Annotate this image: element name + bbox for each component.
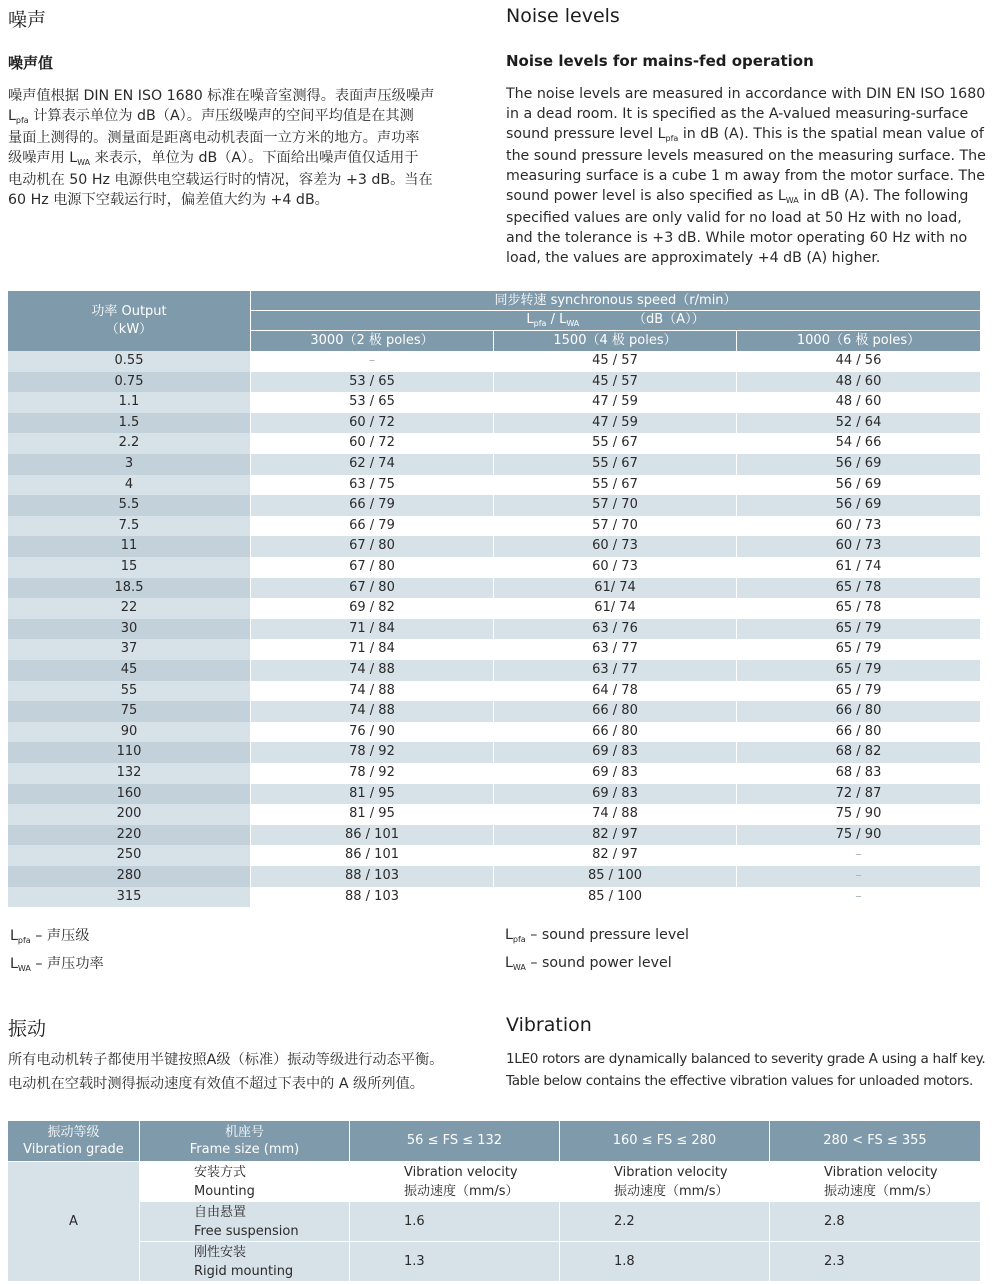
noise-zh-line: [8, 148, 498, 170]
noise-value-cell: 55 / 67: [494, 433, 737, 454]
noise-value-cell: 71 / 84: [251, 619, 494, 640]
noise-value-cell: 66 / 80: [835, 723, 882, 739]
table-row: [8, 557, 980, 578]
table-row: [8, 598, 980, 619]
noise-value-cell: 78 / 92: [251, 742, 494, 763]
noise-value-cell: 60 / 73: [494, 536, 737, 557]
noise-value-cell: 75 / 90: [835, 806, 882, 822]
noise-value-cell: 56 / 69: [835, 476, 882, 492]
noise-zh-line: [8, 106, 498, 128]
noise-value-cell: 74 / 88: [251, 681, 494, 702]
output-cell: 37: [8, 639, 251, 660]
vib-row-label: [140, 1161, 350, 1201]
legend-zh-line-pre: L: [10, 956, 18, 972]
vib-value-cell: 1.6: [350, 1201, 560, 1241]
vibration-en-line: 1LE0 rotors are dynamically balanced to severity grade A using a half key.: [506, 1051, 986, 1067]
vib-value-line: Vibration velocity: [404, 1165, 518, 1180]
noise-value-cell: 65 / 79: [835, 641, 882, 657]
noise-value-cell: 71 / 84: [251, 639, 494, 660]
legend-en-line-pre: L: [505, 927, 513, 943]
vib-value-cell: 2.3: [770, 1241, 980, 1281]
noise-value-cell: –: [855, 868, 862, 883]
noise-subtitle-en: Noise levels for mains-fed operation: [506, 52, 814, 70]
noise-value-cell: 53 / 65: [251, 372, 494, 393]
noise-subtitle-zh: 噪声值: [8, 54, 54, 72]
noise-head-col-2pole: 3000（2 极 poles）: [251, 331, 494, 351]
noise-head-level-l: L: [526, 312, 534, 327]
output-cell: 30: [8, 619, 251, 640]
table-row: [8, 763, 980, 784]
table-row: [8, 372, 980, 393]
vib-value-line: Vibration velocity: [824, 1165, 938, 1180]
noise-value-cell: 76 / 90: [251, 722, 494, 743]
noise-head-col-6pole: 1000（6 极 poles）: [737, 331, 980, 351]
vib-head-frame: [140, 1121, 350, 1161]
noise-value-cell: 54 / 66: [835, 435, 882, 451]
noise-zh-line-post: 计算表示单位为 dB（A）。声压级噪声的空间平均值是在其测: [28, 108, 414, 124]
noise-value-cell: 74 / 88: [494, 804, 737, 825]
noise-value-cell: 45 / 57: [494, 351, 737, 372]
output-cell: 280: [8, 866, 251, 887]
noise-en-line: and the tolerance is +3 dB. While motor operating 60 Hz with no: [506, 230, 968, 246]
vib-value-line: 振动速度（mm/s）: [824, 1184, 939, 1199]
legend-en-line-sub: WA: [512, 963, 526, 972]
noise-paragraph-zh: [8, 86, 498, 210]
noise-value-cell: 45 / 57: [494, 372, 737, 393]
noise-en-line: The noise levels are measured in accordance with DIN EN ISO 1680: [506, 86, 986, 102]
noise-value-cell: 65 / 79: [835, 662, 882, 677]
vib-row-label-en: Free suspension: [194, 1224, 299, 1239]
noise-en-line-sub: pfa: [665, 134, 679, 143]
legend-zh-line-pre: L: [10, 928, 18, 944]
table-row: [8, 722, 980, 743]
vib-head-col-1: 56 ≤ FS ≤ 132: [350, 1121, 560, 1161]
noise-zh-line: 噪声值根据 DIN EN ISO 1680 标准在噪音室测得。表面声压级噪声: [8, 88, 435, 104]
noise-value-cell: 68 / 83: [835, 765, 882, 780]
noise-value-cell: 65 / 78: [835, 579, 882, 595]
noise-paragraph-en: [506, 84, 996, 268]
vib-value-cell: 1.3: [350, 1241, 560, 1281]
output-cell: 75: [8, 701, 251, 722]
noise-zh-line-sub: pfa: [15, 116, 29, 125]
table-row: [8, 681, 980, 702]
vib-row-label: [140, 1201, 350, 1241]
vib-value-cell: 1.8: [560, 1241, 770, 1281]
noise-value-cell: 86 / 101: [251, 845, 494, 866]
noise-value-cell: 56 / 69: [835, 456, 882, 471]
output-cell: 0.55: [8, 351, 251, 372]
output-cell: 0.75: [8, 372, 251, 393]
noise-value-cell: 82 / 97: [494, 825, 737, 846]
noise-value-cell: 65 / 79: [835, 620, 882, 636]
noise-value-cell: 60 / 73: [835, 517, 882, 533]
noise-value-cell: 88 / 103: [251, 866, 494, 887]
vibration-table: [8, 1121, 980, 1281]
noise-value-cell: 57 / 70: [494, 495, 737, 516]
legend-en-line: [505, 950, 689, 978]
noise-value-cell: 61/ 74: [494, 578, 737, 599]
noise-en-line: specified values are only valid for no load at 50 Hz with no load,: [506, 210, 962, 226]
noise-value-cell: 85 / 100: [494, 866, 737, 887]
noise-head-output: [8, 291, 251, 351]
output-cell: 110: [8, 742, 251, 763]
noise-value-cell: 60 / 72: [251, 413, 494, 434]
table-row: [8, 804, 980, 825]
table-row: [8, 413, 980, 434]
noise-value-cell: 63 / 75: [251, 475, 494, 496]
noise-value-cell: 44 / 56: [835, 353, 882, 368]
vib-row-label-zh: 自由悬置: [194, 1205, 247, 1220]
output-cell: 55: [8, 681, 251, 702]
vib-head-grade-zh: 振动等级: [47, 1125, 100, 1140]
noise-value-cell: 78 / 92: [251, 763, 494, 784]
vibration-paragraph-en: [506, 1048, 985, 1092]
noise-value-cell: 55 / 67: [494, 454, 737, 475]
vib-row-label: [140, 1241, 350, 1281]
output-cell: 90: [8, 722, 251, 743]
noise-value-cell: 52 / 64: [835, 414, 882, 430]
noise-head-output-unit: （kW）: [105, 322, 153, 337]
noise-head-level-sub-wa: WA: [566, 319, 580, 328]
vib-head-col-2: 160 ≤ FS ≤ 280: [560, 1121, 770, 1161]
noise-en-line: [506, 186, 996, 208]
table-row: [8, 454, 980, 475]
output-cell: 132: [8, 763, 251, 784]
vib-value-cell: 2.2: [560, 1201, 770, 1241]
legend-zh-line-post: – 声压功率: [30, 956, 104, 972]
vibration-paragraph-zh: [8, 1048, 443, 1096]
table-row: [8, 742, 980, 763]
noise-en-line-post: in dB (A). This is the spatial mean value of: [678, 126, 984, 142]
output-cell: 1.1: [8, 392, 251, 413]
noise-head-level-sub-pfa: pfa: [533, 319, 547, 328]
output-cell: 160: [8, 784, 251, 805]
table-row: [8, 475, 980, 496]
vib-head-col-3: 280 < FS ≤ 355: [770, 1121, 980, 1161]
output-cell: 1.5: [8, 413, 251, 434]
noise-value-cell: 48 / 60: [835, 373, 882, 389]
noise-zh-line-pre: L: [8, 108, 16, 124]
output-cell: 5.5: [8, 495, 251, 516]
vib-head-grade-en: Vibration grade: [23, 1142, 124, 1157]
table-row: [8, 660, 980, 681]
table-row: [8, 578, 980, 599]
noise-zh-line-sub: WA: [77, 158, 91, 167]
noise-value-cell: 66 / 79: [251, 495, 494, 516]
noise-value-cell: 66 / 80: [494, 701, 737, 722]
vib-row-label-zh: 安装方式: [194, 1165, 247, 1180]
table-row: [8, 701, 980, 722]
noise-value-cell: 48 / 60: [835, 394, 882, 410]
noise-title-en: Noise levels: [506, 5, 620, 27]
legend-zh-line-sub: pfa: [17, 936, 31, 945]
noise-value-cell: 69 / 83: [494, 763, 737, 784]
noise-value-cell: 86 / 101: [251, 825, 494, 846]
legend-en-line-post: – sound power level: [525, 955, 672, 971]
vib-value-cell: 2.8: [770, 1201, 980, 1241]
noise-en-line: measuring surface is a cube 1 m away from the motor surface. The: [506, 168, 985, 184]
noise-value-cell: 65 / 78: [835, 600, 882, 616]
vib-head-frame-zh: 机座号: [224, 1125, 264, 1140]
noise-zh-line: 60 Hz 电源下空载运行时，偏差值大约为 +4 dB。: [8, 192, 329, 208]
vibration-zh-line: 所有电动机转子都使用半键按照A级（标准）振动等级进行动态平衡。: [8, 1052, 444, 1068]
table-row: [8, 866, 980, 887]
noise-legend-en: [505, 922, 689, 978]
legend-zh-line-post: – 声压级: [30, 928, 90, 944]
vib-row-label-en: Mounting: [194, 1184, 255, 1199]
vib-value-cell: [770, 1161, 980, 1201]
noise-value-cell: 64 / 78: [494, 681, 737, 702]
vib-head-grade: [8, 1121, 140, 1161]
noise-value-cell: 60 / 73: [835, 538, 882, 554]
noise-value-cell: 66 / 80: [835, 703, 882, 719]
output-cell: 315: [8, 887, 251, 908]
table-row: [8, 784, 980, 805]
noise-value-cell: 82 / 97: [494, 845, 737, 866]
noise-value-cell: 66 / 79: [251, 516, 494, 537]
noise-value-cell: –: [251, 351, 494, 372]
noise-en-line-sub: WA: [785, 196, 799, 205]
noise-value-cell: 63 / 77: [494, 660, 737, 681]
noise-value-cell: –: [855, 888, 862, 904]
vib-value-line: Vibration velocity: [614, 1165, 728, 1180]
noise-title-zh: 噪声: [8, 9, 47, 31]
noise-value-cell: 81 / 95: [251, 784, 494, 805]
noise-value-cell: 60 / 72: [251, 433, 494, 454]
vib-row-label-en: Rigid mounting: [194, 1264, 294, 1279]
legend-zh-line: [10, 923, 104, 951]
noise-value-cell: 47 / 59: [494, 413, 737, 434]
noise-value-cell: 67 / 80: [251, 536, 494, 557]
table-row: [8, 825, 980, 846]
noise-value-cell: 65 / 79: [835, 682, 882, 698]
noise-en-line-pre: sound pressure level L: [506, 126, 666, 142]
noise-en-line: load, the values are approximately +4 dB (A) higher.: [506, 250, 881, 266]
vibration-title-en: Vibration: [506, 1014, 592, 1036]
noise-head-output-label: 功率 Output: [91, 304, 167, 319]
output-cell: 2.2: [8, 433, 251, 454]
vib-row-label-zh: 刚性安装: [194, 1245, 247, 1260]
legend-en-line-post: – sound pressure level: [525, 927, 689, 943]
noise-head-level: [251, 311, 980, 331]
noise-value-cell: 53 / 65: [251, 392, 494, 413]
noise-head-level-mid: / L: [546, 312, 567, 327]
noise-value-cell: 75 / 90: [835, 826, 882, 842]
noise-value-cell: 88 / 103: [251, 887, 494, 908]
vibration-title-zh: 振动: [8, 1018, 47, 1040]
noise-head-level-unit: （dB（A））: [633, 312, 705, 327]
noise-legend-zh: [10, 923, 104, 979]
vib-grade-cell: A: [8, 1161, 140, 1281]
table-row: [8, 887, 980, 908]
noise-head-col-4pole: 1500（4 极 poles）: [494, 331, 737, 351]
noise-value-cell: 63 / 77: [494, 639, 737, 660]
noise-value-cell: 61/ 74: [494, 598, 737, 619]
vib-value-line: 振动速度（mm/s）: [614, 1184, 729, 1199]
table-row: [8, 619, 980, 640]
table-row: [8, 495, 980, 516]
noise-en-line-post: in dB (A). The following: [798, 188, 969, 204]
noise-value-cell: 56 / 69: [835, 497, 882, 513]
output-cell: 45: [8, 660, 251, 681]
noise-value-cell: 57 / 70: [494, 516, 737, 537]
table-row: [8, 845, 980, 866]
noise-en-line: [506, 124, 996, 146]
output-cell: 22: [8, 598, 251, 619]
noise-en-line: the sound pressure levels measured on the measuring surface. The: [506, 148, 986, 164]
vib-value-cell: [560, 1161, 770, 1201]
vib-value-cell: [350, 1161, 560, 1201]
output-cell: 7.5: [8, 516, 251, 537]
noise-value-cell: 69 / 82: [251, 598, 494, 619]
noise-value-cell: 74 / 88: [251, 660, 494, 681]
output-cell: 18.5: [8, 578, 251, 599]
noise-value-cell: 47 / 59: [494, 392, 737, 413]
noise-value-cell: 74 / 88: [251, 701, 494, 722]
noise-head-speed: 同步转速 synchronous speed（r/min）: [251, 291, 980, 311]
legend-en-line-sub: pfa: [512, 935, 526, 944]
noise-value-cell: 81 / 95: [251, 804, 494, 825]
noise-zh-line: 量面上测得的。测量面是距离电动机表面一立方米的地方。声功率: [8, 130, 420, 146]
table-row: [8, 516, 980, 537]
vib-head-frame-en: Frame size (mm): [189, 1142, 300, 1157]
noise-value-cell: 69 / 83: [494, 784, 737, 805]
noise-zh-line-post: 来表示，单位为 dB（A）。下面给出噪声值仅适用于: [90, 150, 419, 166]
noise-value-cell: 61 / 74: [835, 559, 882, 574]
table-row: [8, 433, 980, 454]
noise-value-cell: –: [855, 847, 862, 863]
output-cell: 220: [8, 825, 251, 846]
vibration-en-line: Table below contains the effective vibration values for unloaded motors.: [506, 1073, 973, 1089]
legend-zh-line-sub: WA: [17, 964, 31, 973]
legend-en-line-pre: L: [505, 955, 513, 971]
noise-zh-line-pre: 级噪声用 L: [8, 150, 78, 166]
output-cell: 15: [8, 557, 251, 578]
noise-value-cell: 66 / 80: [494, 722, 737, 743]
table-row: [8, 536, 980, 557]
noise-value-cell: 67 / 80: [251, 557, 494, 578]
table-row: [8, 351, 980, 372]
noise-value-cell: 62 / 74: [251, 454, 494, 475]
noise-value-cell: 55 / 67: [494, 475, 737, 496]
legend-en-line: [505, 922, 689, 950]
output-cell: 4: [8, 475, 251, 496]
noise-value-cell: 85 / 100: [494, 887, 737, 908]
noise-zh-line: 电动机在 50 Hz 电源供电空载运行时的情况，容差为 +3 dB。当在: [8, 172, 433, 188]
vibration-zh-line: 电动机在空载时测得振动速度有效值不超过下表中的 A 级所列值。: [8, 1076, 424, 1092]
noise-value-cell: 67 / 80: [251, 578, 494, 599]
output-cell: 3: [8, 454, 251, 475]
vib-value-line: 振动速度（mm/s）: [404, 1184, 519, 1199]
table-row: [8, 639, 980, 660]
noise-value-cell: 69 / 83: [494, 742, 737, 763]
noise-value-cell: 60 / 73: [494, 557, 737, 578]
table-row: [8, 392, 980, 413]
output-cell: 200: [8, 804, 251, 825]
noise-en-line: in a dead room. It is specified as the A-valued measuring-surface: [506, 106, 969, 122]
legend-zh-line: [10, 951, 104, 979]
output-cell: 11: [8, 536, 251, 557]
noise-value-cell: 72 / 87: [835, 785, 882, 801]
noise-value-cell: 68 / 82: [835, 744, 882, 760]
noise-en-line-pre: sound power level is also specified as L: [506, 188, 786, 204]
noise-value-cell: 63 / 76: [494, 619, 737, 640]
output-cell: 250: [8, 845, 251, 866]
